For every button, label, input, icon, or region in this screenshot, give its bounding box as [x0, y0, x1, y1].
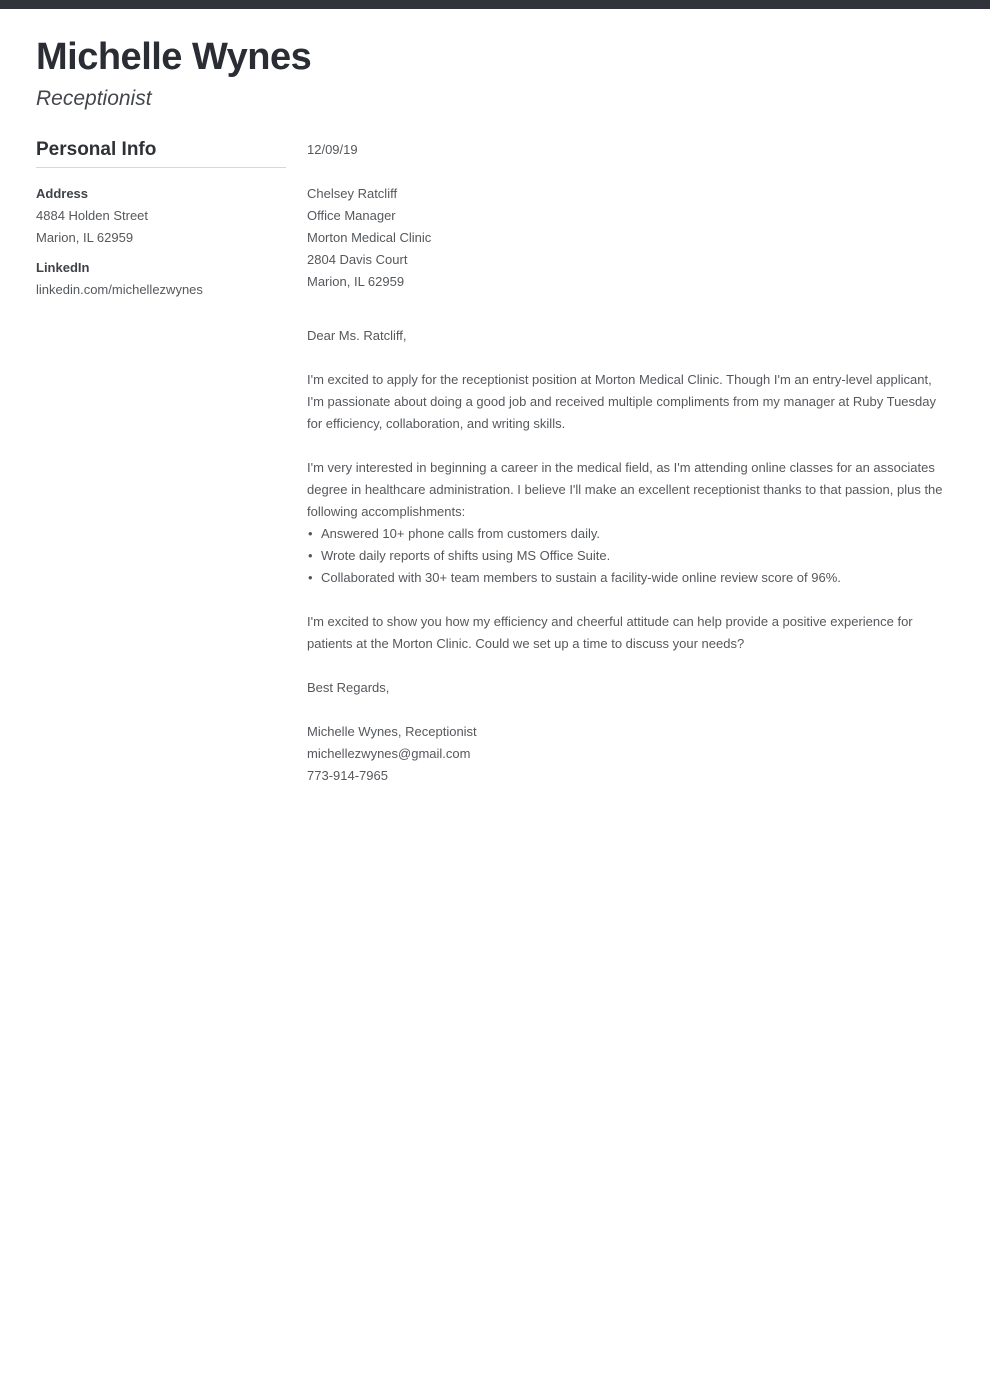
linkedin-field	[36, 257, 286, 301]
two-column-layout	[36, 139, 951, 787]
signature-block	[307, 721, 951, 787]
signature-name: Michelle Wynes, Receptionist	[307, 724, 477, 739]
job-title: Receptionist	[36, 87, 152, 110]
recipient-street: 2804 Davis Court	[307, 252, 408, 267]
letter-date: 12/09/19	[307, 142, 358, 157]
list-item: • Collaborated with 30+ team members to sustain a facility-wide online review score of 96%.	[307, 567, 951, 589]
letter-header	[36, 35, 951, 112]
letter-paragraph: I'm very interested in beginning a career in the medical field, as I'm attending online classes for an associates degree in healthcare administration. I believe I'll make an excellent receptionist thanks to that passion, plus the following accomplishments:	[307, 460, 943, 519]
letter-paragraph: I'm excited to show you how my efficiency and cheerful attitude can help provide a positive experience for patients at the Morton Clinic. Could we set up a time to discuss your needs?	[307, 614, 913, 651]
accent-top-bar	[0, 0, 990, 9]
closing: Best Regards,	[307, 680, 390, 695]
sidebar-divider	[36, 167, 286, 168]
list-item: • Wrote daily reports of shifts using MS Office Suite.	[307, 545, 951, 567]
recipient-city: Marion, IL 62959	[307, 274, 405, 289]
linkedin-url: linkedin.com/michellezwynes	[36, 282, 203, 297]
page-content	[0, 35, 990, 787]
address-line: 4884 Holden Street	[36, 208, 149, 223]
linkedin-label: LinkedIn	[36, 260, 90, 275]
accomplishments-list	[307, 523, 951, 589]
signature-phone: 773-914-7965	[307, 768, 388, 783]
address-label: Address	[36, 186, 89, 201]
letter-body	[307, 139, 951, 787]
list-item: • Answered 10+ phone calls from customers daily.	[307, 523, 951, 545]
personal-info-sidebar	[36, 139, 286, 301]
address-line: Marion, IL 62959	[36, 230, 134, 245]
page-title: Michelle Wynes	[36, 36, 312, 78]
letter-paragraph: I'm excited to apply for the receptionist position at Morton Medical Clinic. Though I'm an entry-level applicant, I'm passionate about doing a good job and received multiple compliments from my manager at Ruby Tuesday for efficiency, collaboration, and writing skills.	[307, 372, 936, 431]
signature-email: michellezwynes@gmail.com	[307, 746, 471, 761]
salutation: Dear Ms. Ratcliff,	[307, 328, 407, 343]
address-field	[36, 183, 286, 249]
recipient-name: Chelsey Ratcliff	[307, 186, 398, 201]
sidebar-heading: Personal Info	[36, 139, 157, 160]
recipient-block	[307, 183, 951, 293]
recipient-company: Morton Medical Clinic	[307, 230, 432, 245]
recipient-title: Office Manager	[307, 208, 396, 223]
